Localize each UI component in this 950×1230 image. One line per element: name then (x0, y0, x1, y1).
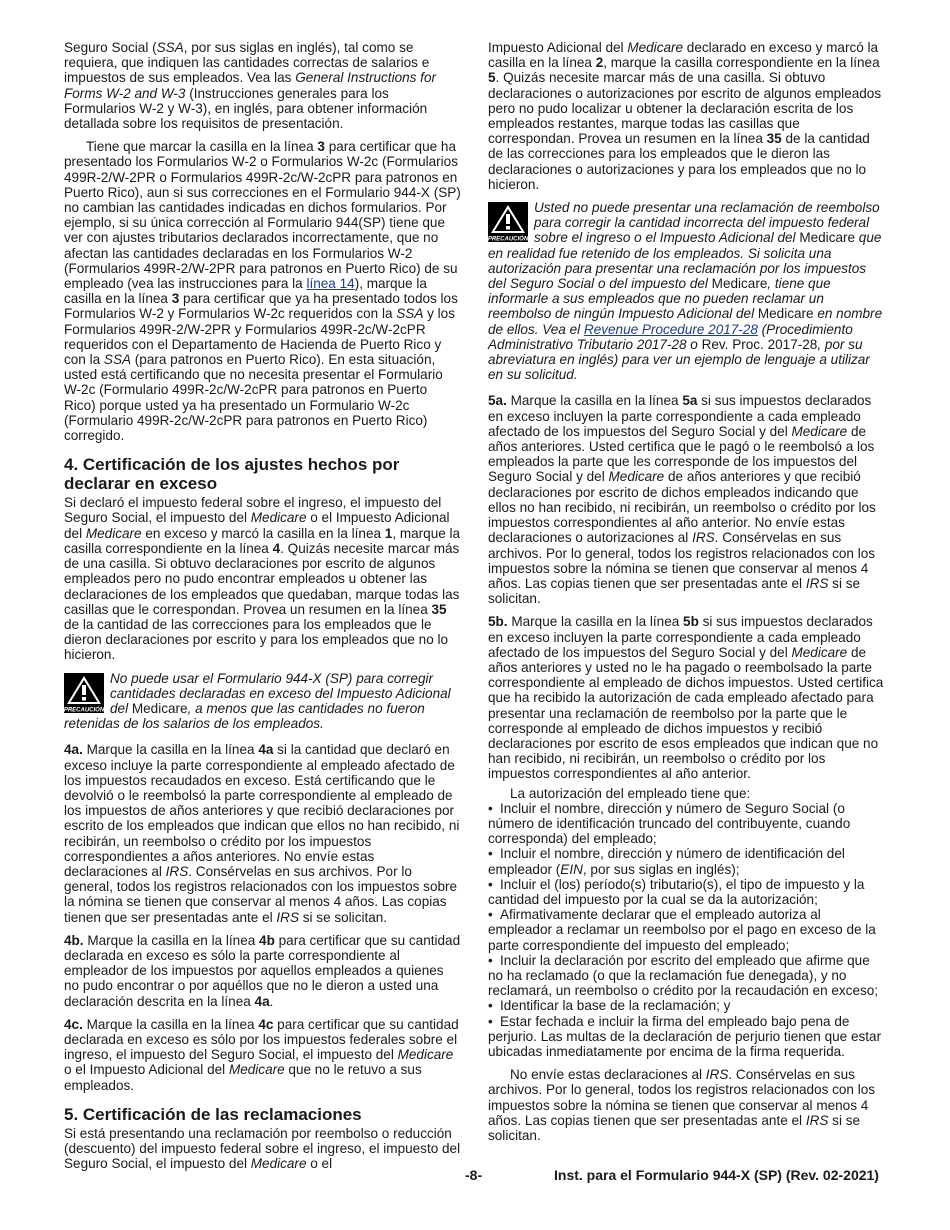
list-item: • Identificar la base de la reclamación; y (488, 998, 731, 1014)
paragraph-section-5-cont: Impuesto Adicional del Medicare declarado en exceso y marcó la casilla en la línea 2, marque la casilla correspondiente en la línea 5. Quizás necesite marcar más de una casilla. Si obtuvo declaraciones o autorizaciones por escrito de algunos empleados pero no pudo localizar u obtener la declaración escrita de los empleados restantes, marque todas las casillas que correspondan. Provea un resumen en la línea 35 de la cantidad de las correcciones para los empleados que le dieron las declaraciones o autorizaciones y para los empleados que no lo hicieron. (488, 40, 882, 192)
caution-icon (488, 202, 528, 242)
svg-text:PRECAUCIÓN: PRECAUCIÓN (488, 236, 528, 243)
link-line-14[interactable]: línea 14 (306, 276, 355, 292)
caution-icon (64, 673, 104, 713)
paragraph-records: No envíe estas declaraciones al IRS. Consérvelas en sus archivos. Por lo general, todos los registros relacionados con los impuestos sobre la nómina se tienen que conservar al menos 4 años. Las copias tienen que ser presentadas ante el IRS si se solicitan. (488, 1067, 876, 1144)
caution-note-2: PRECAUCIÓN Usted no puede presentar una reclamación de reembolso para corregir la cantidad incorrecta del impuesto federal sobre el ingreso o el Impuesto Adicional del Medicare que en realidad fue retenido de los empleados. Si solicita una autorización para presentar una reclamación por los impuestos del Seguro Social o del impuesto del Medicare, tiene que informarle a sus empleados que no pueden reclamar un reembolso de ningún Impuesto Adicional del Medicare en nombre de ellos. Vea el Revenue Procedure 2017-28 (Procedimiento Administrativo Tributario 2017-28 o Rev. Proc. 2017-28, por su abreviatura en inglés) para ver un ejemplo de lenguaje a utilizar en su solicitud. (488, 200, 883, 383)
paragraph-4c: 4c. Marque la casilla en la línea 4c para certificar que su cantidad declarada en exceso es sólo por los impuestos federales sobre el ingreso, el impuesto del Seguro Social, el impuesto del Medicare o el Impuesto Adicional del Medicare que no le retuvo a sus empleados. (64, 1016, 459, 1093)
authorization-intro: La autorización del empleado tiene que: (510, 785, 751, 801)
list-item: • Incluir el nombre, dirección y número de identificación del empleador (EIN, por sus siglas en inglés); (488, 846, 845, 877)
heading-section-4: 4. Certificación de los ajustes hechos por declarar en exceso (64, 455, 400, 494)
paragraph-line-3: Tiene que marcar la casilla en la línea 3 para certificar que ha presentado los Formularios W-2 o Formularios W-2c (Formularios 499R-2/W-2PR o Formularios 499R-2c/W-2cPR para patronos en Puerto Rico), aun si sus correcciones en el Formulario 944-X (SP) no cambian las cantidades indicadas en dichos formularios. Por ejemplo, si su única corrección al Formulario 944(SP) tiene que ver con ajustes tributarios declarados incorrectamente, que no afectan las cantidades declaradas en los Formularios W-2 (Formularios 499R-2/W-2PR para patronos en Puerto Rico) de su empleado (vea las instrucciones para la línea 14), marque la casilla en la línea 3 para certificar que ya ha presentado todos los Formularios W-2 y Formularios W-2c requeridos con la SSA y los Formularios 499R-2/W-2PR y Formularios 499R-2c/W-2cPR requeridos con el Departamento de Hacienda de Puerto Rico y con la SSA (para patronos en Puerto Rico). En esta situación, usted está certificando que no necesita presentar el Formulario W-2c (Formulario 499R-2c/W-2cPR para patronos en Puerto Rico) porque usted ya ha presentado un Formulario W-2c (Formulario 499R-2c/W-2cPR para patronos en Puerto Rico) corregido. (64, 139, 461, 444)
list-item: • Incluir la declaración por escrito del empleado que afirme que no ha reclamado (o que la reclamación fue denegada), y no reclamará, un reembolso o crédito por la recaudación en exceso; (488, 952, 879, 999)
heading-section-5: 5. Certificación de las reclamaciones (64, 1104, 362, 1124)
form-title: Inst. para el Formulario 944-X (SP) (Rev. 02-2021) (554, 1167, 879, 1183)
right-column (488, 40, 885, 1151)
link-revenue-procedure[interactable]: Revenue Procedure 2017-28 (583, 321, 758, 337)
list-item: • Incluir el (los) período(s) tributario(s), el tipo de impuesto y la cantidad del impuesto por la cual se da la autorización; (488, 876, 865, 907)
paragraph-section-4: Si declaró el impuesto federal sobre el ingreso, el impuesto del Seguro Social, el impuesto del Medicare o el Impuesto Adicional del Medicare en exceso y marcó la casilla en la línea 1, marque la casilla correspondiente en la línea 4. Quizás necesite marcar más de una casilla. Si obtuvo declaraciones por escrito de algunos empleados pero no pudo encontrar empleados u obtener las declaraciones de los empleados que quedaban, marque todas las casillas que le correspondan. Provea un resumen en la línea 35 de la cantidad de las correcciones para los empleados que le dieron declaraciones por escrito y para los empleados que no lo hicieron. (64, 495, 461, 663)
paragraph-5a: 5a. Marque la casilla en la línea 5a si sus impuestos declarados en exceso incluyen la parte correspondiente a cada empleado afectado de los impuestos del Seguro Social y del Medicare de años anteriores. Usted certifica que le pagó o le reembolsó a los empleados la parte que les corresponde de los impuestos del Seguro Social y del Medicare de años anteriores y que recibió declaraciones por escrito de dichos empleados indicando que ellos no han recibido, ni recibirán, un reembolso o crédito por los impuestos correspondientes al año anterior. No envíe estas declaraciones o autorizaciones al IRS. Consérvelas en sus archivos. Por lo general, todos los registros relacionados con los impuestos sobre la nómina se tienen que conservar al menos 4 años. Las copias tienen que ser presentadas ante el IRS si se solicitan. (488, 393, 876, 607)
paragraph-4a: 4a. Marque la casilla en la línea 4a si la cantidad que declaró en exceso incluye la parte correspondiente al empleado afectado de los impuestos recaudados en exceso. Está certificando que le devolvió o le reembolsó la parte correspondiente al empleado de los impuestos de años anteriores y que recibió declaraciones por escrito de los empleados que indican que ellos no han recibido, ni recibirán, un reembolso o crédito por los impuestos correspondientes a años anteriores. No envíe estas declaraciones al IRS. Consérvelas en sus archivos. Por lo general, todos los registros relacionados con los impuestos sobre la nómina se tienen que conservar al menos 4 años. Las copias tienen que ser presentadas ante el IRS si se solicitan. (64, 742, 460, 925)
list-item: • Incluir el nombre, dirección y número de Seguro Social (o número de identificación truncado del contribuyente, cuando corresponda) del empleado; (488, 800, 851, 847)
svg-text:PRECAUCIÓN: PRECAUCIÓN (64, 706, 104, 713)
paragraph-4b: 4b. Marque la casilla en la línea 4b para certificar que su cantidad declarada en exceso es sólo la parte correspondiente al empleador de los impuestos por aquellos empleados a quienes no pudo encontrar o por aquéllos que no le dieron a usted una declaración descrita en la línea 4a. (64, 932, 461, 1009)
paragraph-section-5: Si está presentando una reclamación por reembolso o reducción (descuento) del impuesto federal sobre el ingreso, el impuesto del Seguro Social, el impuesto del Medicare o el (64, 1125, 461, 1172)
paragraph-5b: 5b. Marque la casilla en la línea 5b si sus impuestos declarados en exceso incluyen la parte correspondiente a cada empleado afectado de los impuestos del Seguro Social y del Medicare de años anteriores y usted no le ha pagado o reembolsado la parte correspondiente al empleado de dichos impuestos. Usted certifica que ha recibido la autorización de cada empleado afectado para presentar una reclamación de reembolso por la parte que le corresponde al empleado de dichos impuestos y recibió declaraciones por escrito de esos empleados que indican que no han recibido, ni recibirán, un reembolso o crédito por los impuestos correspondientes al año anterior. (488, 614, 884, 782)
caution-note-1: PRECAUCIÓN No puede usar el Formulario 944-X (SP) para corregir cantidades declaradas en exceso del Impuesto Adicional del Medicare, a menos que las cantidades no fueron retenidas de los salarios de los empleados. (64, 670, 451, 732)
page-number: -8- (465, 1167, 483, 1183)
list-item: • Afirmativamente declarar que el empleado autoriza al empleador a reclamar un reembolso por el pago en exceso de la parte correspondiente del impuesto del empleado; (488, 907, 876, 953)
left-column (64, 40, 461, 1179)
authorization-list (488, 786, 885, 1060)
paragraph-ssa-requirements: Seguro Social (SSA, por sus siglas en inglés), tal como se requiera, que indiquen las cantidades correctas de salarios e impuestos de sus empleados. Vea las General Instructions for Forms W-2 and W-3 (Instrucciones generales para los Formularios W-2 y W-3), en inglés, para obtener información detallada sobre los requisitos de presentación. (64, 40, 436, 132)
list-item: • Estar fechada e incluir la firma del empleado bajo pena de perjurio. Las multas de la declaración de perjurio tienen que estar ubicadas inmediatamente por encima de la firma requerida. (488, 1013, 882, 1059)
